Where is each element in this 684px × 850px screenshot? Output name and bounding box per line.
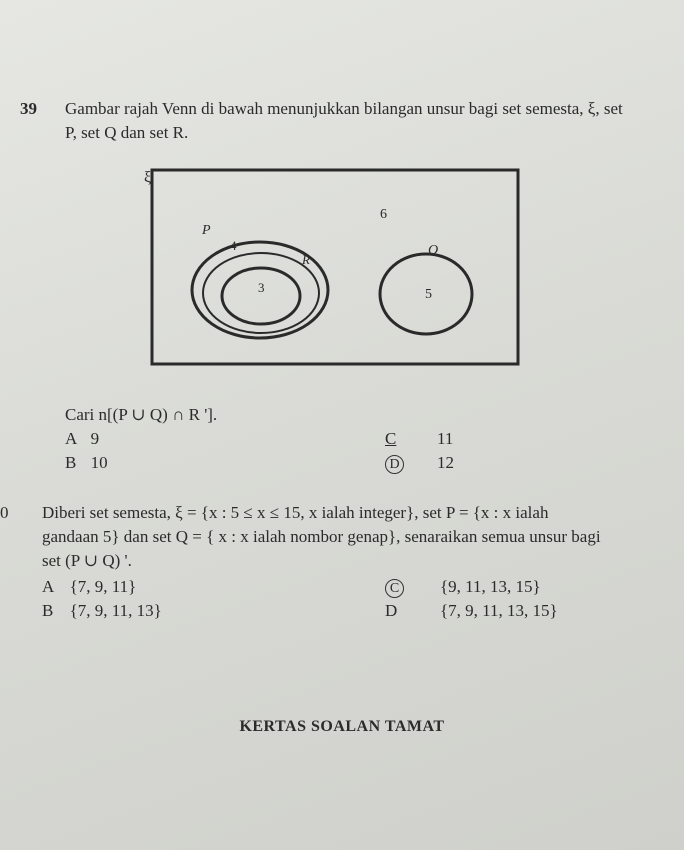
xi-label: ξ [144, 169, 152, 186]
question-39-text-line2: P, set Q dan set R. [65, 123, 189, 142]
q40-option-d[interactable] [385, 600, 558, 622]
q39-option-d[interactable] [385, 452, 454, 474]
option-value: {9, 11, 13, 15} [440, 577, 541, 596]
value-4: 4 [230, 238, 237, 253]
option-letter: A [42, 577, 54, 596]
value-3: 3 [258, 280, 265, 295]
option-value: {7, 9, 11} [69, 577, 137, 596]
venn-diagram [144, 168, 522, 368]
question-40-number: 0 [0, 503, 9, 522]
question-39-number: 39 [20, 99, 37, 118]
q39-option-b[interactable] [65, 452, 108, 474]
option-letter: D [385, 601, 398, 620]
end-of-paper-heading: KERTAS SOALAN TAMAT [239, 718, 445, 735]
value-5: 5 [425, 287, 432, 302]
q39-option-c[interactable] [385, 428, 454, 450]
option-value: 12 [437, 453, 454, 472]
r-label: R [302, 252, 310, 267]
option-value: {7, 9, 11, 13} [69, 601, 162, 620]
set-r-circle [222, 268, 300, 324]
universal-set-rectangle [152, 170, 518, 364]
option-letter: B [65, 453, 77, 472]
q-label: Q [428, 243, 439, 258]
question-39-ask: Cari n[(P ∪ Q) ∩ R ']. [65, 405, 218, 424]
option-value: {7, 9, 11, 13, 15} [440, 601, 558, 620]
option-letter: C [385, 429, 397, 448]
option-value: 9 [90, 429, 100, 448]
option-letter-circled: C [385, 579, 404, 598]
question-40-text-line1: Diberi set semesta, ξ = {x : 5 ≤ x ≤ 15, x ialah integer}, set P = {x : x ialah [42, 503, 549, 522]
value-6: 6 [380, 207, 387, 222]
q40-option-c[interactable] [385, 576, 541, 598]
question-40-text-line3: set (P ∪ Q) '. [42, 551, 132, 570]
option-letter: B [42, 601, 54, 620]
question-40-text-line2: gandaan 5} dan set Q = { x : x ialah nombor genap}, senaraikan semua unsur bagi [42, 527, 601, 546]
question-39-text-line1: Gambar rajah Venn di bawah menunjukkan bilangan unsur bagi set semesta, ξ, set [65, 99, 623, 118]
q39-option-a[interactable] [65, 428, 99, 450]
p-label: P [202, 223, 211, 238]
q40-option-a[interactable] [42, 576, 136, 598]
option-value: 10 [90, 453, 108, 472]
option-letter-circled: D [385, 455, 404, 474]
q40-option-b[interactable] [42, 600, 162, 622]
option-value: 11 [437, 429, 454, 448]
option-letter: A [65, 429, 77, 448]
